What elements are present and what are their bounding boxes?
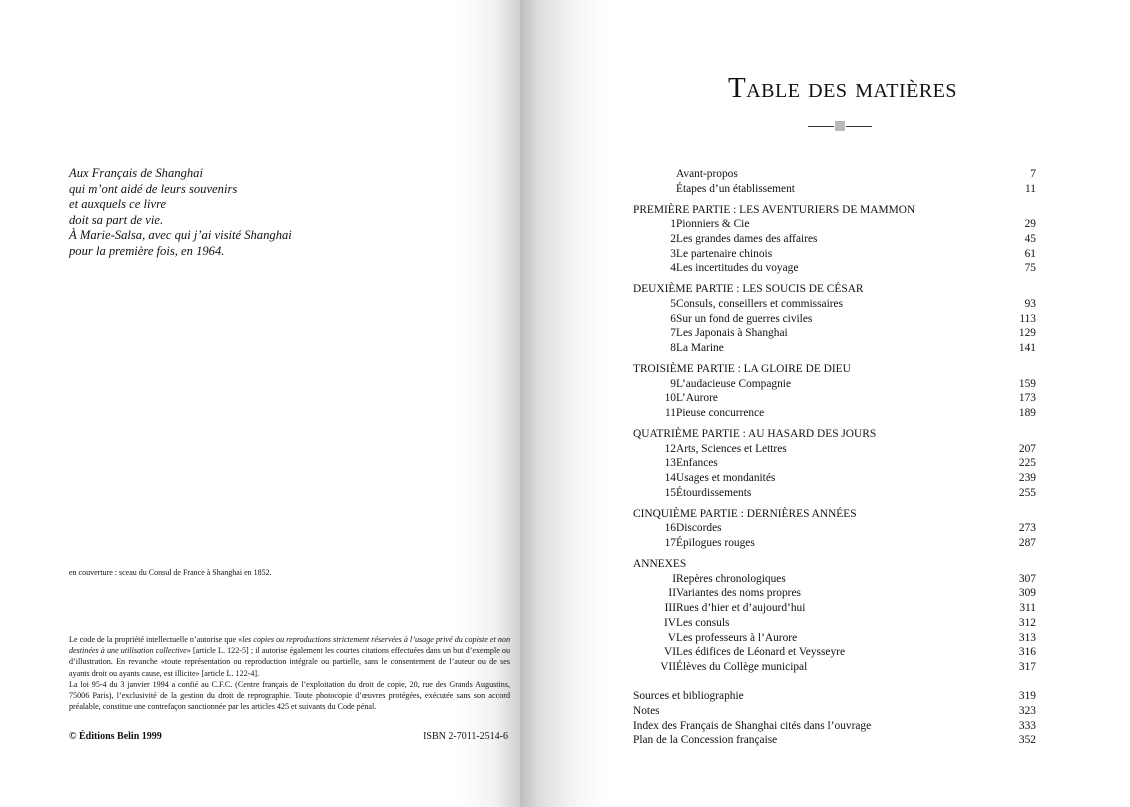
toc-entry [633, 719, 1036, 734]
dedication-line: qui m’ont aidé de leurs souvenirs [69, 181, 238, 196]
toc-entry-page: 313 [1018, 631, 1036, 644]
toc-part-heading: ANNEXES [633, 558, 687, 570]
toc-entry [633, 536, 1036, 551]
toc-entry-number: 14 [664, 472, 676, 485]
toc-entry-number: 13 [664, 457, 676, 470]
toc-entry-page: 352 [1018, 734, 1036, 747]
dedication-line: et auxquels ce livre [69, 197, 167, 212]
toc-entry-page: 173 [1018, 392, 1036, 405]
toc-part-heading: TROISIÈME PARTIE : LA GLOIRE DE DIEU [633, 363, 851, 375]
toc-entry [633, 689, 1036, 704]
toc-entry-page: 333 [1018, 719, 1036, 732]
toc-part-heading: PREMIÈRE PARTIE : LES AVENTURIERS DE MAMMON [633, 203, 916, 216]
toc-entry-title: Élèves du Collège municipal [676, 660, 808, 673]
toc-entry-title: Plan de la Concession française [633, 734, 778, 747]
legal-text: » [article L. 122-5] ; il autorise également les courtes citations effectuées dans un but d’exemple ou d’illustration. En revanche «toute représentation ou reproduction intégrale ou partielle, sans le consentement de l’auteur ou de ses ayants droit ou ayants cause, est illicite» [article L. 122-4]. [69, 646, 511, 678]
toc-entry-title: Les Japonais à Shanghai [676, 327, 788, 340]
toc-entry [633, 247, 1036, 262]
toc-entry-page: 239 [1018, 472, 1036, 485]
toc-entry-page: 312 [1018, 616, 1036, 629]
toc-entry-page: 11 [1025, 182, 1036, 195]
left-page [0, 0, 520, 807]
toc-entry-page: 113 [1019, 312, 1036, 325]
ornament-square [835, 121, 845, 131]
legal-text: Le code de la propriété intellectuelle n’autorise que « [69, 635, 243, 644]
toc-entry-number: 7 [670, 327, 676, 340]
toc-entry-number: 6 [670, 312, 676, 325]
toc-entry-page: 319 [1018, 690, 1036, 703]
ornament-line [808, 126, 834, 127]
toc-entry [633, 572, 1036, 587]
toc-entry [633, 486, 1036, 501]
toc-entry-title: Étourdissements [676, 486, 752, 499]
toc-entry-title: Le partenaire chinois [676, 247, 773, 260]
toc-entry-page: 323 [1018, 705, 1036, 717]
toc-entry-title: Repères chronologiques [676, 572, 786, 585]
toc-entry-page: 75 [1024, 262, 1036, 275]
toc-entry-number: 3 [670, 247, 676, 260]
toc-entry-title: Usages et mondanités [676, 472, 776, 485]
legal-quote: les copies ou reproductions strictement réservées à l’usage privé du copiste et non destinées à une utilisation collective [69, 635, 510, 656]
toc-entry [633, 456, 1036, 471]
toc-entry-title: Sur un fond de guerres civiles [676, 312, 813, 325]
toc-entry-page: 189 [1018, 407, 1036, 420]
toc-entry-title: Enfances [676, 457, 718, 470]
toc-entry-number: 12 [664, 442, 676, 455]
toc-part-heading: QUATRIÈME PARTIE : AU HASARD DES JOURS [633, 428, 877, 440]
toc-entry-title: Variantes des noms propres [676, 587, 801, 600]
toc-entry-page: 307 [1018, 572, 1036, 585]
toc-part-heading: CINQUIÈME PARTIE : DERNIÈRES ANNÉES [633, 507, 857, 520]
toc-entry-number: 4 [670, 262, 676, 275]
copyright: © Éditions Belin 1999 [69, 731, 162, 742]
toc-entry-number: 17 [664, 537, 676, 550]
toc-entry-number: 9 [670, 377, 676, 390]
toc-entry-page: 309 [1018, 587, 1036, 600]
toc-entry-number: VI [663, 646, 676, 659]
toc-entry [633, 312, 1036, 327]
toc-entry-number: 1 [670, 218, 676, 231]
toc-entry-title: Discordes [676, 522, 722, 535]
toc-entry-number: III [664, 602, 676, 615]
toc-entry-number: 5 [670, 298, 676, 310]
toc-entry-page: 93 [1024, 298, 1036, 310]
cover-credit-text: sceau du Consul de France à Shanghai en 1852. [118, 568, 272, 577]
toc-entry-number: II [668, 587, 676, 600]
toc-entry-page: 273 [1018, 522, 1036, 535]
toc-entry [633, 645, 1036, 660]
toc-entry-page: 159 [1018, 377, 1036, 390]
toc-entry [633, 182, 1036, 197]
legal-paragraph-1 [69, 634, 510, 679]
toc-entry-title: L’Aurore [676, 392, 718, 405]
toc-entry-page: 7 [1030, 168, 1036, 180]
ornament-line [846, 126, 872, 127]
toc-entry-page: 316 [1018, 646, 1036, 659]
toc-entry-title: Les grandes dames des affaires [676, 233, 818, 245]
cover-credit-label: en couverture : [69, 568, 117, 577]
toc-entry [633, 442, 1036, 457]
toc-entry-number: 11 [665, 407, 676, 420]
toc-entry [633, 297, 1036, 312]
toc-part-heading: DEUXIÈME PARTIE : LES SOUCIS DE CÉSAR [633, 283, 864, 296]
toc-entry-number: 2 [670, 233, 676, 245]
toc-entry-number: 16 [664, 522, 676, 535]
toc-entry-title: Épilogues rouges [676, 537, 755, 550]
title-ornament [808, 121, 872, 131]
toc-entry [633, 217, 1036, 232]
toc-entry-page: 317 [1018, 660, 1036, 673]
dedication-line: pour la première fois, en 1964. [69, 243, 225, 258]
toc-entry-page: 45 [1024, 233, 1036, 245]
toc-entry [633, 660, 1036, 675]
toc-entry-title: Étapes d’un établissement [676, 182, 795, 195]
toc-entry-title: Les consuls [676, 616, 730, 629]
toc-entry [633, 326, 1036, 341]
toc-entry-page: 207 [1018, 442, 1036, 455]
toc-entry [633, 616, 1036, 631]
dedication-line: À Marie-Salsa, avec qui j’ai visité Shanghai [69, 228, 292, 243]
toc-entry-page: 141 [1018, 342, 1036, 355]
isbn: ISBN 2-7011-2514-6 [423, 731, 508, 742]
toc-entry [633, 704, 1036, 719]
toc-entry-title: La Marine [676, 342, 724, 355]
toc-entry-title: Avant-propos [676, 168, 738, 180]
toc-entry-title: Les incertitudes du voyage [676, 262, 799, 275]
toc-entry-page: 287 [1018, 537, 1036, 550]
toc-entry-title: Pieuse concurrence [676, 407, 765, 420]
toc-entry-number: V [667, 631, 676, 644]
toc-entry-page: 129 [1018, 327, 1036, 340]
toc-entry-title: L’audacieuse Compagnie [676, 377, 792, 390]
toc-entry-page: 225 [1018, 457, 1036, 470]
toc-entry-title: Sources et bibliographie [633, 690, 744, 703]
toc-entry-title: Rues d’hier et d’aujourd’hui [676, 602, 806, 615]
toc-entry [633, 521, 1036, 536]
toc-entry-page: 255 [1018, 486, 1036, 499]
dedication-line: Aux Français de Shanghai [69, 166, 203, 180]
toc-entry [633, 167, 1036, 182]
toc-entry-number: IV [663, 616, 676, 629]
dedication-line: doit sa part de vie. [69, 212, 164, 227]
toc-entry [633, 471, 1036, 486]
toc-entry-title: Notes [633, 705, 660, 717]
toc-entry-title: Les professeurs à l’Aurore [676, 631, 798, 644]
toc-entry-title: Index des Français de Shanghai cités dans l’ouvrage [633, 719, 872, 732]
toc-entry [633, 261, 1036, 276]
toc-entry [633, 586, 1036, 601]
toc-entry-title: Arts, Sciences et Lettres [676, 442, 787, 455]
toc-entry-number: I [672, 572, 676, 585]
cover-credit [69, 568, 272, 577]
toc-entry-title: Consuls, conseillers et commissaires [676, 298, 844, 310]
dedication [69, 166, 292, 260]
toc-entry [633, 341, 1036, 356]
legal-notice [69, 634, 510, 712]
toc-entry-page: 311 [1019, 602, 1036, 615]
toc-entry [633, 391, 1036, 406]
toc-entry-number: 10 [664, 392, 676, 405]
toc-entry [633, 406, 1036, 421]
toc-entry [633, 601, 1036, 616]
toc-entry-title: Pionniers & Cie [676, 218, 750, 231]
toc-title: Table des matières [728, 72, 957, 104]
toc-entry-number: VII [660, 660, 676, 673]
toc-entry-title: Les édifices de Léonard et Veysseyre [676, 646, 845, 659]
toc-entry [633, 232, 1036, 247]
toc-entry [633, 631, 1036, 646]
legal-paragraph-2: La loi 95-4 du 3 janvier 1994 a confié au C.F.C. (Centre français de l’exploitation du droit de copie, 20, rue des Grands Augustins, 75006 Paris), l’exclusivité de la gestion du droit de reprographie. Toute photocopie d’œuvres protégées, exécutée sans son accord préalable, constitue une contrefaçon sanctionnée par les articles 425 et suivants du Code pénal. [69, 679, 510, 712]
toc-entry-number: 8 [670, 342, 676, 355]
toc-entry-page: 29 [1024, 218, 1036, 231]
toc-entry-number: 15 [664, 486, 676, 499]
toc-entry [633, 377, 1036, 392]
toc-entry [633, 733, 1036, 748]
toc-entry-page: 61 [1024, 247, 1036, 260]
